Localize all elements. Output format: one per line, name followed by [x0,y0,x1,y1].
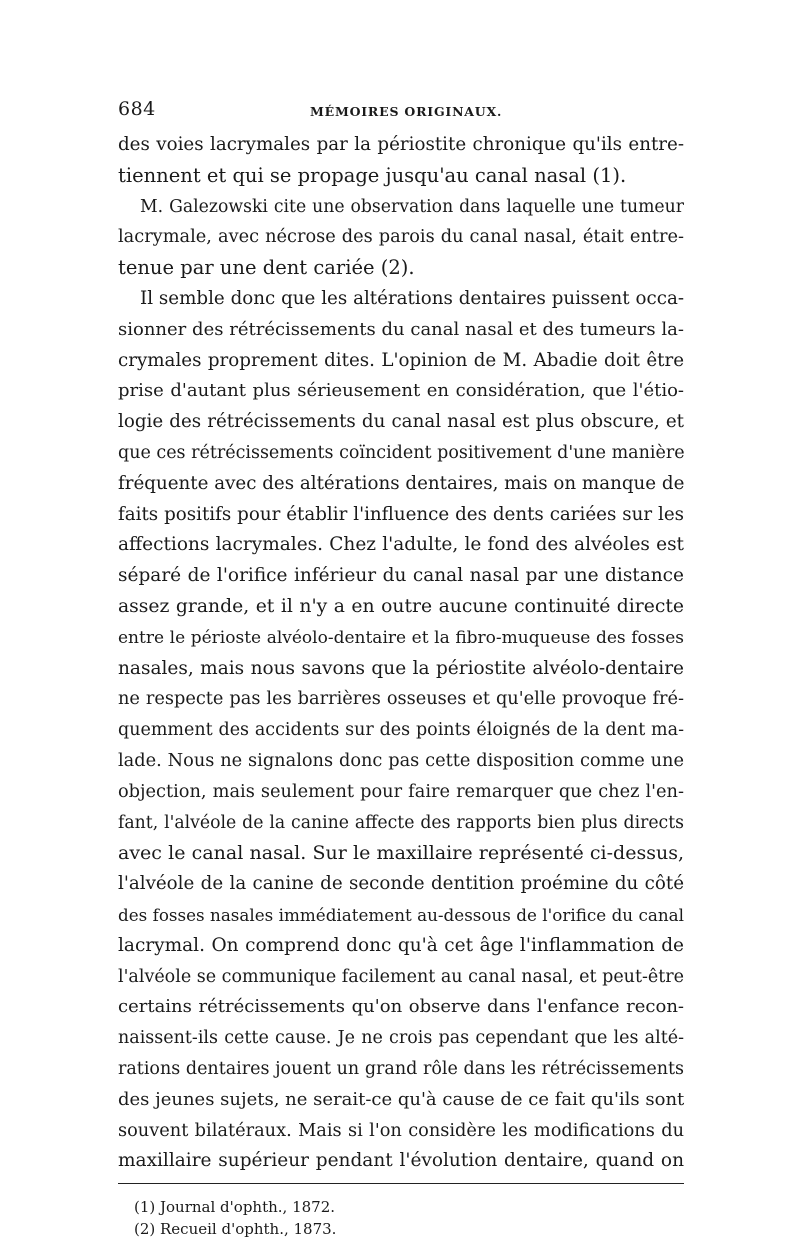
footnote-rule [118,1183,684,1184]
text-line: naissent-ils cette cause. Je ne crois pas cependant que les alté- [118,1028,684,1049]
text-line: entre le périoste alvéolo-dentaire et la fibro-muqueuse des fosses [118,627,684,648]
text-line: objection, mais seulement pour faire remarquer que chez l'en- [118,781,684,802]
text-line: tiennent et qui se propage jusqu'au canal nasal (1). [118,163,627,187]
text-line: séparé de l'orifice inférieur du canal nasal par une distance [118,565,684,587]
text-line: fréquente avec des altérations dentaires, mais on manque de [118,472,685,494]
text-line: des voies lacrymales par la périostite chronique qu'ils entre- [118,134,684,155]
text-line: affections lacrymales. Chez l'adulte, le fond des alvéoles est [118,534,684,556]
text-line: certains rétrécissements qu'on observe dans l'enfance recon- [118,996,684,1018]
text-line: lacrymal. On comprend donc qu'à cet âge l'inflammation de [118,934,684,956]
text-line: sionner des rétrécissements du canal nasal et des tumeurs la- [118,318,684,340]
text-line: lade. Nous ne signalons donc pas cette disposition comme une [118,750,684,771]
text-line: crymales proprement dites. L'opinion de M. Abadie doit être [118,349,684,371]
text-line: Il semble donc que les altérations dentaires puissent occa- [140,287,684,309]
text-line: rations dentaires jouent un grand rôle dans les rétrécissements [118,1058,684,1079]
book-page [118,98,684,1240]
text-line: avec le canal nasal. Sur le maxillaire représenté ci-dessus, [118,842,684,865]
text-line: fant, l'alvéole de la canine affecte des rapports bien plus directs [118,812,684,833]
text-line: nasales, mais nous savons que la périostite alvéolo-dentaire [118,657,684,679]
text-line: des jeunes sujets, ne serait-ce qu'à cause de ce fait qu'ils sont [118,1088,685,1110]
text-line: faits positifs pour établir l'influence des dents cariées sur les [118,503,684,525]
text-line: maxillaire supérieur pendant l'évolution dentaire, quand on [118,1150,684,1172]
running-head: MÉMOIRES ORIGINAUX. [310,104,503,119]
text-line: quemment des accidents sur des points éloignés de la dent ma- [118,720,684,741]
text-line: logie des rétrécissements du canal nasal est plus obscure, et [118,411,684,433]
text-line: des fosses nasales immédiatement au-dessous de l'orifice du canal [118,904,684,925]
text-line: souvent bilatéraux. Mais si l'on considère les modifications du [118,1120,684,1141]
text-line: l'alvéole de la canine de seconde dentition proémine du côté [118,873,684,895]
footnotes [118,1196,684,1240]
text-line: tenue par une dent cariée (2). [118,256,415,280]
page-number: 684 [118,98,156,120]
text-line: prise d'autant plus sérieusement en considération, que l'étio- [118,380,684,402]
text-line: l'alvéole se communique facilement au canal nasal, et peut-être [118,966,684,987]
page-header [118,98,684,128]
body-text [118,130,684,1177]
text-line: que ces rétrécissements coïncident positivement d'une manière [118,442,685,463]
text-line: ne respecte pas les barrières osseuses et qu'elle provoque fré- [118,689,684,710]
footnote: (1) Journal d'ophth., 1872. [134,1198,336,1217]
text-line: M. Galezowski cite une observation dans laquelle une tumeur [140,196,684,217]
footnote: (2) Recueil d'ophth., 1873. [134,1220,337,1239]
text-line: lacrymale, avec nécrose des parois du canal nasal, était entre- [118,227,684,248]
text-line: assez grande, et il n'y a en outre aucune continuité directe [118,595,684,617]
